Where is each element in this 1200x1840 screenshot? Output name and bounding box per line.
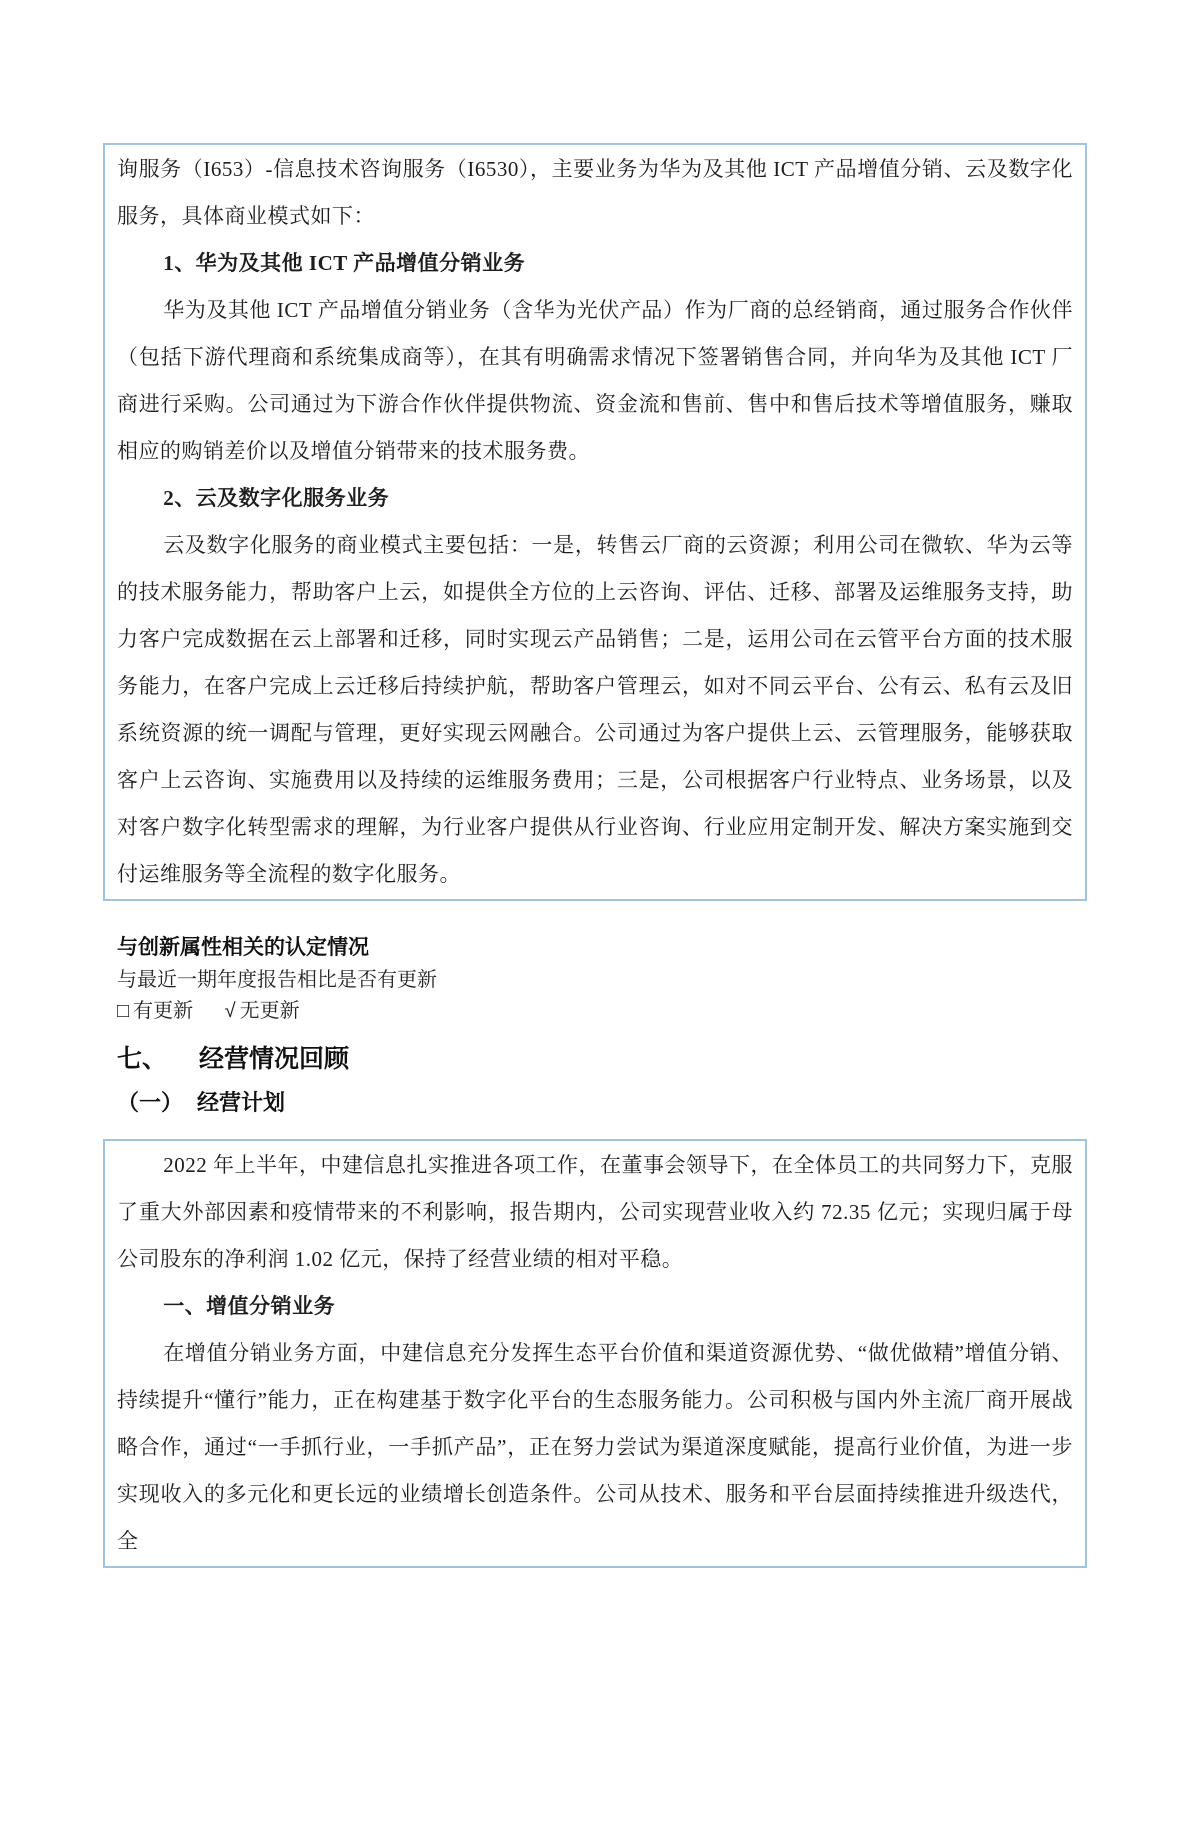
section-number: 七、: [117, 1045, 168, 1073]
subheading-cloud-digital: 2、云及数字化服务业务: [163, 486, 390, 510]
option-updated-label: 有更新: [133, 1000, 194, 1022]
innovation-update-options: [117, 996, 1200, 1027]
innovation-attribute-section: [117, 931, 1200, 1027]
paragraph-ict-distribution: 华为及其他 ICT 产品增值分销业务（含华为光伏产品）作为厂商的总经销商，通过服务合作伙伴（包括下游代理商和系统集成商等），在其有明确需求情况下签署销售合同，并向华为及其他 ICT 厂商进行采购。公司通过为下游合作伙伴提供物流、资金流和售前、售中和售后技术等增值服务，赚取相应的购销差价以及增值分销带来的技术服务费。: [117, 298, 1073, 463]
paragraph-cloud-digital: 云及数字化服务的商业模式主要包括：一是，转售云厂商的云资源；利用公司在微软、华为云等的技术服务能力，帮助客户上云，如提供全方位的上云咨询、评估、迁移、部署及运维服务支持，助力客户完成数据在云上部署和迁移，同时实现云产品销售；二是，运用公司在云管平台方面的技术服务能力，在客户完成上云迁移后持续护航，帮助客户管理云，如对不同云平台、公有云、私有云及旧系统资源的统一调配与管理，更好实现云网融合。公司通过为客户提供上云、云管理服务，能够获取客户上云咨询、实施费用以及持续的运维服务费用；三是，公司根据客户行业特点、业务场景，以及对客户数字化转型需求的理解，为行业客户提供从行业咨询、行业应用定制开发、解决方案实施到交付运维服务等全流程的数字化服务。: [117, 533, 1073, 886]
checkbox-unchecked-icon: □: [117, 1000, 130, 1022]
subheading-value-added-distribution: 一、增值分销业务: [163, 1294, 336, 1318]
document-page: [0, 143, 1200, 1840]
subsection-heading-business-plan: [117, 1087, 1200, 1119]
subsection-number: （一）: [117, 1090, 184, 1115]
business-model-box: [103, 143, 1087, 901]
option-not-updated-label: 无更新: [239, 1000, 300, 1022]
innovation-update-question: 与最近一期年度报告相比是否有更新: [117, 969, 437, 991]
section-title: 经营情况回顾: [199, 1045, 350, 1073]
option-not-updated: [225, 996, 300, 1027]
innovation-section-title: 与创新属性相关的认定情况: [117, 936, 369, 959]
checkmark-icon: √: [224, 1000, 236, 1022]
paragraph-2022-results: 2022 年上半年，中建信息扎实推进各项工作，在董事会领导下，在全体员工的共同努力下，克服了重大外部因素和疫情带来的不利影响，报告期内，公司实现营业收入约 72.35 亿元；实现归属于母公司股东的净利润 1.02 亿元，保持了经营业绩的相对平稳。: [117, 1153, 1073, 1271]
section-heading-operations-review: [117, 1041, 1200, 1077]
subsection-title: 经营计划: [197, 1090, 286, 1115]
paragraph-value-added-distribution: 在增值分销业务方面，中建信息充分发挥生态平台价值和渠道资源优势、“做优做精”增值分销、持续提升“懂行”能力，正在构建基于数字化平台的生态服务能力。公司积极与国内外主流厂商开展战略合作，通过“一手抓行业，一手抓产品”，正在努力尝试为渠道深度赋能，提高行业价值，为进一步实现收入的多元化和更长远的业绩增长创造条件。公司从技术、服务和平台层面持续推进升级迭代，全: [117, 1341, 1073, 1553]
continuation-paragraph: 询服务（I653）-信息技术咨询服务（I6530），主要业务为华为及其他 ICT 产品增值分销、云及数字化服务，具体商业模式如下：: [117, 157, 1073, 228]
business-plan-box: [103, 1139, 1087, 1568]
subheading-ict-distribution: 1、华为及其他 ICT 产品增值分销业务: [163, 251, 526, 275]
option-updated: [117, 996, 193, 1027]
